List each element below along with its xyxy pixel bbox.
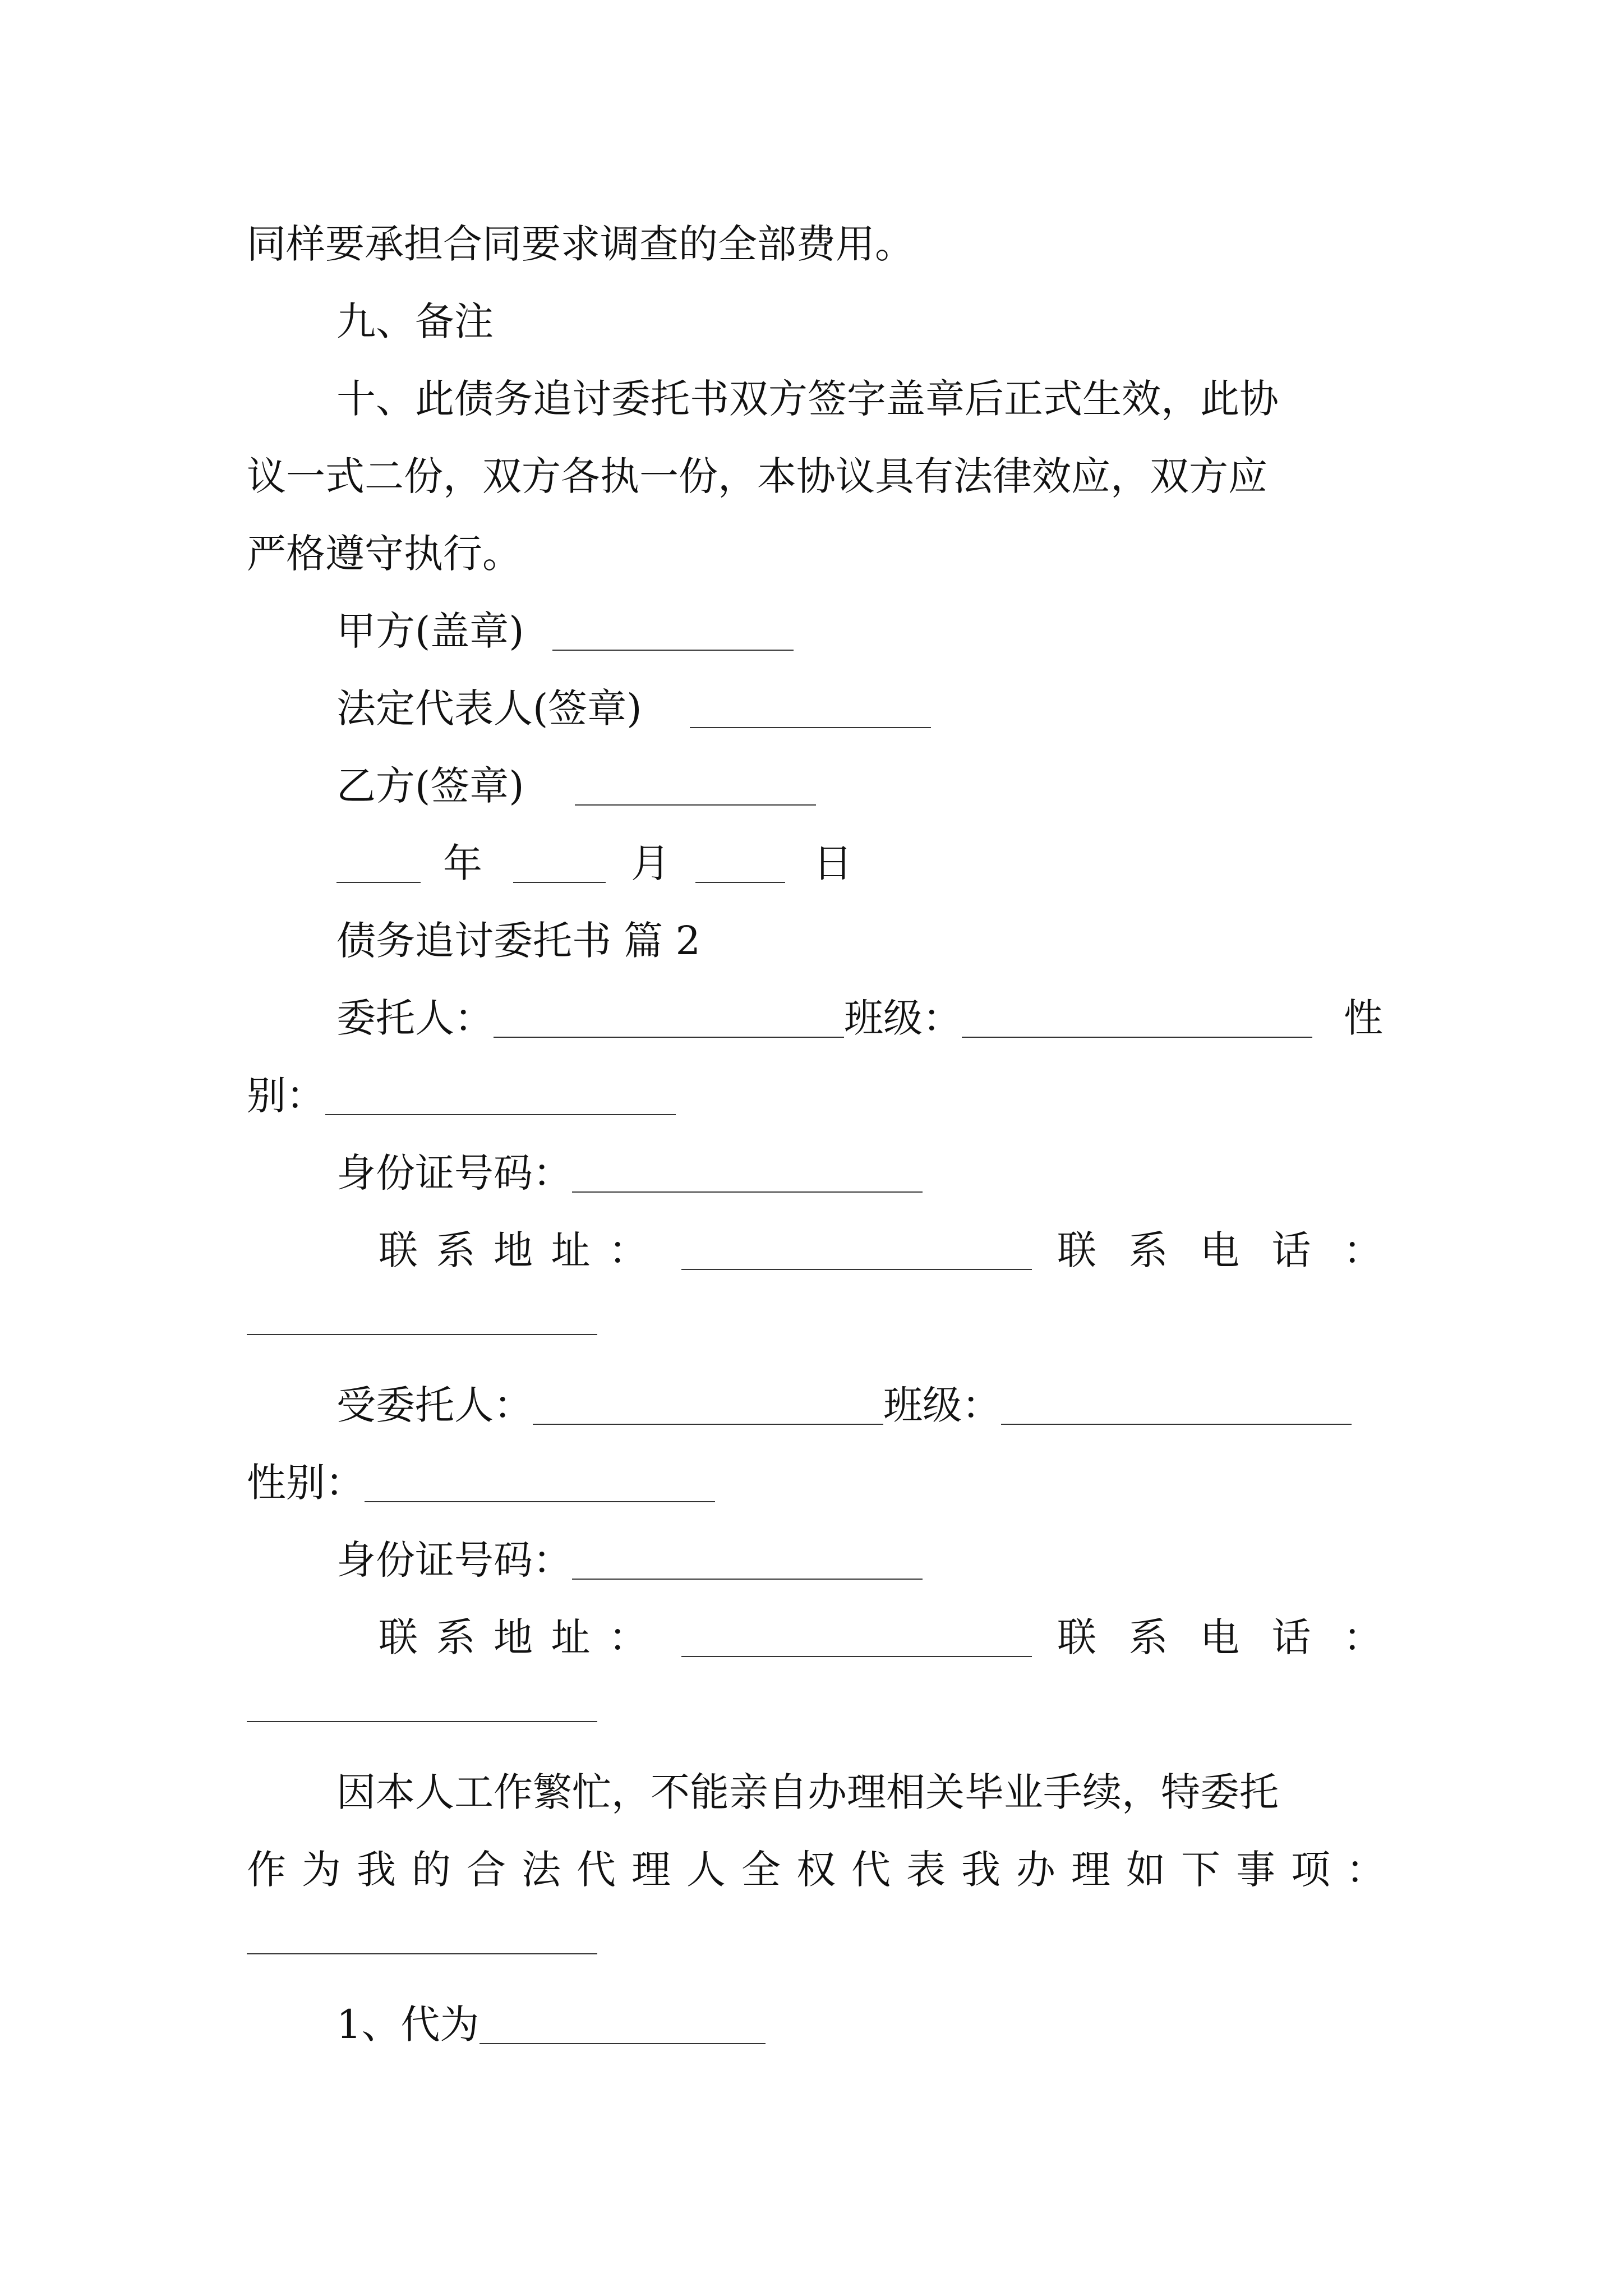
label-char: 系 xyxy=(436,1227,476,1273)
agent-gender-label: 性别： xyxy=(247,1460,365,1506)
label-char: 址 xyxy=(551,1614,591,1660)
reason-char: 为 xyxy=(302,1847,341,1893)
agent-contact-row xyxy=(379,1614,1385,1660)
party-b-label: 乙方(签章) xyxy=(336,763,524,809)
principal-name-row xyxy=(336,995,1383,1041)
agent-id-label: 身份证号码： xyxy=(336,1537,572,1583)
agent-name-label: 受委托人： xyxy=(336,1382,533,1428)
agent-class-blank[interactable] xyxy=(1001,1424,1352,1425)
item-10-line-3: 严格遵守执行。 xyxy=(247,531,522,577)
agent-phone-blank[interactable] xyxy=(247,1721,597,1722)
principal-class-blank[interactable] xyxy=(962,1037,1312,1038)
party-b-blank[interactable] xyxy=(575,804,816,806)
section-2-heading: 债务追讨委托书 篇 2 xyxy=(336,918,701,964)
principal-gender-row xyxy=(247,1073,676,1119)
label-char: 话 xyxy=(1271,1614,1311,1660)
party-a-label: 甲方(盖章) xyxy=(336,608,524,654)
date-row xyxy=(336,840,852,886)
reason-char: ： xyxy=(1346,1847,1385,1893)
label-char: 系 xyxy=(1128,1227,1168,1273)
label-char: 电 xyxy=(1200,1614,1239,1660)
label-char: ： xyxy=(1343,1227,1382,1273)
reason-char: 的 xyxy=(412,1847,451,1893)
reason-char: 我 xyxy=(357,1847,396,1893)
label-char: 联 xyxy=(379,1227,418,1273)
reason-char: 办 xyxy=(1016,1847,1055,1893)
legal-rep-signature-row xyxy=(336,685,931,731)
principal-address-label xyxy=(379,1227,648,1273)
agent-id-row xyxy=(336,1537,923,1583)
principal-gender-blank[interactable] xyxy=(325,1114,676,1115)
month-blank[interactable] xyxy=(513,882,606,883)
reason-char: 代 xyxy=(851,1847,891,1893)
reason-char: 理 xyxy=(1071,1847,1110,1893)
item-1-row xyxy=(336,2001,766,2047)
agent-name-blank[interactable] xyxy=(533,1424,883,1425)
agent-phone-label xyxy=(1057,1614,1382,1660)
party-a-blank[interactable] xyxy=(552,650,794,651)
item-10-line-2: 议一式二份，双方各执一份，本协议具有法律效应，双方应 xyxy=(247,453,1267,499)
month-label: 月 xyxy=(631,840,670,886)
agent-name-row xyxy=(336,1382,1385,1428)
reason-char: 作 xyxy=(247,1847,286,1893)
agent-gender-blank[interactable] xyxy=(365,1501,715,1502)
item-10-line-1: 十、此债务追讨委托书双方签字盖章后正式生效，此协 xyxy=(336,376,1279,422)
reason-char: 我 xyxy=(961,1847,1000,1893)
agent-class-label: 班级： xyxy=(883,1382,1001,1428)
reason-char: 法 xyxy=(522,1847,561,1893)
paragraph-continuation: 同样要承担合同要求调查的全部费用。 xyxy=(247,221,914,267)
label-char: 电 xyxy=(1200,1227,1239,1273)
reason-char: 表 xyxy=(906,1847,946,1893)
party-b-signature-row xyxy=(336,763,816,809)
item-9-remarks: 九、备注 xyxy=(336,298,494,344)
reason-char: 理 xyxy=(631,1847,671,1893)
label-char: 话 xyxy=(1271,1227,1311,1273)
label-char: 系 xyxy=(1128,1614,1168,1660)
reason-char: 全 xyxy=(741,1847,781,1893)
label-char: 址 xyxy=(551,1227,591,1273)
reason-char: 下 xyxy=(1181,1847,1220,1893)
label-char: 地 xyxy=(494,1614,533,1660)
principal-address-blank[interactable] xyxy=(681,1269,1032,1270)
principal-id-row xyxy=(336,1150,923,1196)
reason-char: 权 xyxy=(796,1847,836,1893)
legal-rep-blank[interactable] xyxy=(690,727,931,728)
principal-name-label: 委托人： xyxy=(336,995,494,1041)
party-a-signature-row xyxy=(336,608,794,654)
principal-class-label: 班级： xyxy=(844,995,962,1041)
label-char: 联 xyxy=(1057,1227,1096,1273)
agent-gender-row xyxy=(247,1460,715,1506)
agent-address-blank[interactable] xyxy=(681,1656,1032,1657)
principal-gender-label-b: 别： xyxy=(247,1073,325,1119)
label-char: 地 xyxy=(494,1227,533,1273)
reason-char: 如 xyxy=(1126,1847,1165,1893)
agent-id-blank[interactable] xyxy=(572,1579,923,1580)
matters-blank[interactable] xyxy=(247,1953,597,1954)
item-1-blank[interactable] xyxy=(479,2043,766,2044)
principal-gender-label-a: 性 xyxy=(1344,995,1383,1041)
label-char: 联 xyxy=(1057,1614,1096,1660)
label-char: ： xyxy=(608,1227,648,1273)
label-char: ： xyxy=(608,1614,648,1660)
principal-id-blank[interactable] xyxy=(572,1191,923,1193)
label-char: 联 xyxy=(379,1614,418,1660)
reason-char: 事 xyxy=(1236,1847,1275,1893)
label-char: ： xyxy=(1343,1614,1382,1660)
day-blank[interactable] xyxy=(695,882,785,883)
day-label: 日 xyxy=(813,840,852,886)
agent-address-label xyxy=(379,1614,648,1660)
principal-name-blank[interactable] xyxy=(494,1037,844,1038)
principal-phone-label xyxy=(1057,1227,1382,1273)
legal-rep-label: 法定代表人(签章) xyxy=(336,685,642,731)
reason-line-1: 因本人工作繁忙，不能亲自办理相关毕业手续，特委托 xyxy=(336,1769,1279,1815)
year-label: 年 xyxy=(443,840,482,886)
reason-char: 合 xyxy=(467,1847,506,1893)
label-char: 系 xyxy=(436,1614,476,1660)
reason-char: 项 xyxy=(1291,1847,1330,1893)
principal-phone-blank[interactable] xyxy=(247,1334,597,1335)
year-blank[interactable] xyxy=(336,882,421,883)
reason-char: 代 xyxy=(577,1847,616,1893)
item-1-label: 1、代为 xyxy=(336,2001,479,2047)
principal-id-label: 身份证号码： xyxy=(336,1150,572,1196)
principal-contact-row xyxy=(379,1227,1385,1273)
reason-line-2 xyxy=(247,1847,1385,1893)
reason-char: 人 xyxy=(686,1847,726,1893)
